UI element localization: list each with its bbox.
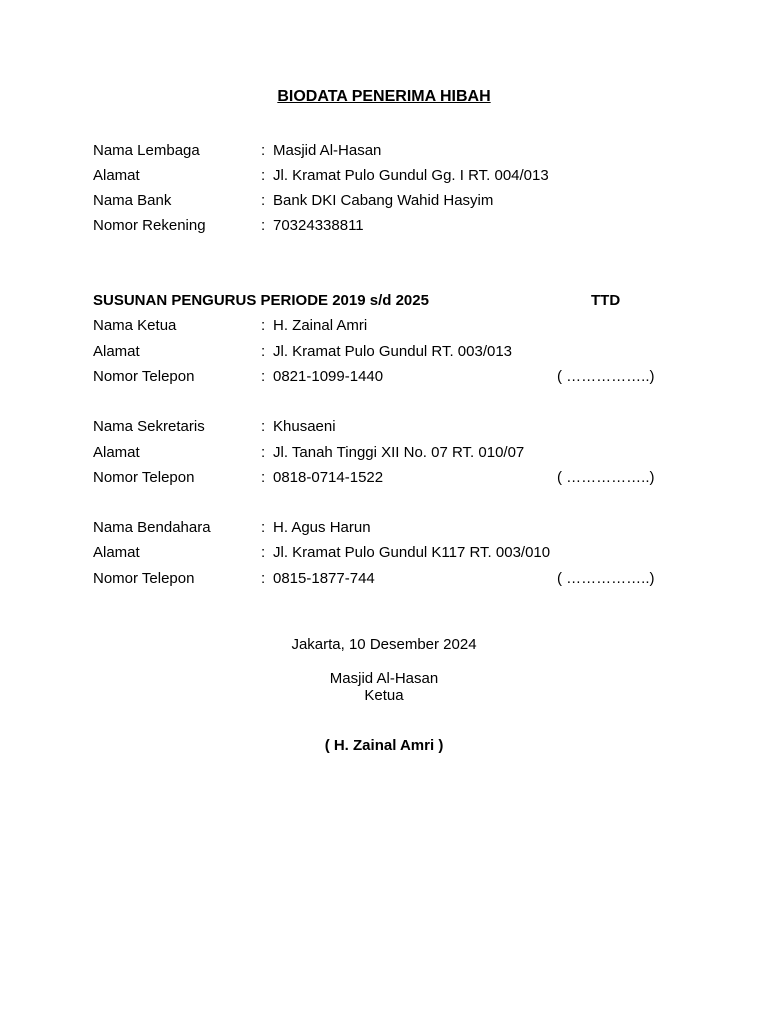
field-colon: : (261, 368, 266, 385)
closing-role: Ketua (364, 687, 404, 704)
field-colon: : (261, 519, 266, 536)
ttd-heading: TTD (591, 292, 621, 309)
field-colon: : (261, 544, 266, 561)
field-colon: : (261, 317, 266, 334)
closing-signer: ( H. Zainal Amri ) (324, 737, 444, 754)
field-colon: : (261, 469, 266, 486)
field-label-telepon-bendahara: Nomor Telepon (93, 570, 195, 587)
field-colon: : (261, 570, 266, 587)
field-label-nama-bank: Nama Bank (93, 192, 172, 209)
field-colon: : (261, 167, 266, 184)
field-colon: : (261, 142, 266, 159)
field-value-nama-sekretaris: Khusaeni (273, 418, 336, 435)
signature-placeholder-bendahara: ( ……………..) (557, 570, 655, 587)
field-value-telepon-bendahara: 0815-1877-744 (273, 570, 375, 587)
field-colon: : (261, 418, 266, 435)
field-value-nomor-rekening: 70324338811 (273, 217, 364, 234)
field-label-nama-lembaga: Nama Lembaga (93, 142, 200, 159)
board-heading: SUSUNAN PENGURUS PERIODE 2019 s/d 2025 (93, 292, 429, 309)
field-label-nomor-rekening: Nomor Rekening (93, 217, 206, 234)
field-label-telepon-ketua: Nomor Telepon (93, 368, 195, 385)
field-label-telepon-sekretaris: Nomor Telepon (93, 469, 195, 486)
field-value-alamat-lembaga: Jl. Kramat Pulo Gundul Gg. I RT. 004/013 (273, 167, 549, 184)
field-label-nama-bendahara: Nama Bendahara (93, 519, 211, 536)
signature-placeholder-ketua: ( ……………..) (557, 368, 655, 385)
field-label-alamat-sekretaris: Alamat (93, 444, 140, 461)
place-date: Jakarta, 10 Desember 2024 (291, 636, 477, 653)
field-value-nama-lembaga: Masjid Al-Hasan (273, 142, 382, 159)
closing-org: Masjid Al-Hasan (329, 670, 439, 687)
field-label-nama-sekretaris: Nama Sekretaris (93, 418, 205, 435)
field-value-nama-ketua: H. Zainal Amri (273, 317, 368, 334)
field-value-alamat-sekretaris: Jl. Tanah Tinggi XII No. 07 RT. 010/07 (273, 444, 525, 461)
field-colon: : (261, 444, 266, 461)
document-title: BIODATA PENERIMA HIBAH (277, 88, 491, 105)
field-value-alamat-ketua: Jl. Kramat Pulo Gundul RT. 003/013 (273, 343, 513, 360)
field-value-nama-bank: Bank DKI Cabang Wahid Hasyim (273, 192, 494, 209)
signature-placeholder-sekretaris: ( ……………..) (557, 469, 655, 486)
field-colon: : (261, 192, 266, 209)
field-label-nama-ketua: Nama Ketua (93, 317, 177, 334)
field-value-alamat-bendahara: Jl. Kramat Pulo Gundul K117 RT. 003/010 (273, 544, 551, 561)
field-colon: : (261, 343, 266, 360)
field-colon: : (261, 217, 266, 234)
field-label-alamat-lembaga: Alamat (93, 167, 140, 184)
field-value-telepon-ketua: 0821-1099-1440 (273, 368, 384, 385)
field-value-nama-bendahara: H. Agus Harun (273, 519, 371, 536)
field-value-telepon-sekretaris: 0818-0714-1522 (273, 469, 384, 486)
field-label-alamat-ketua: Alamat (93, 343, 140, 360)
field-label-alamat-bendahara: Alamat (93, 544, 140, 561)
